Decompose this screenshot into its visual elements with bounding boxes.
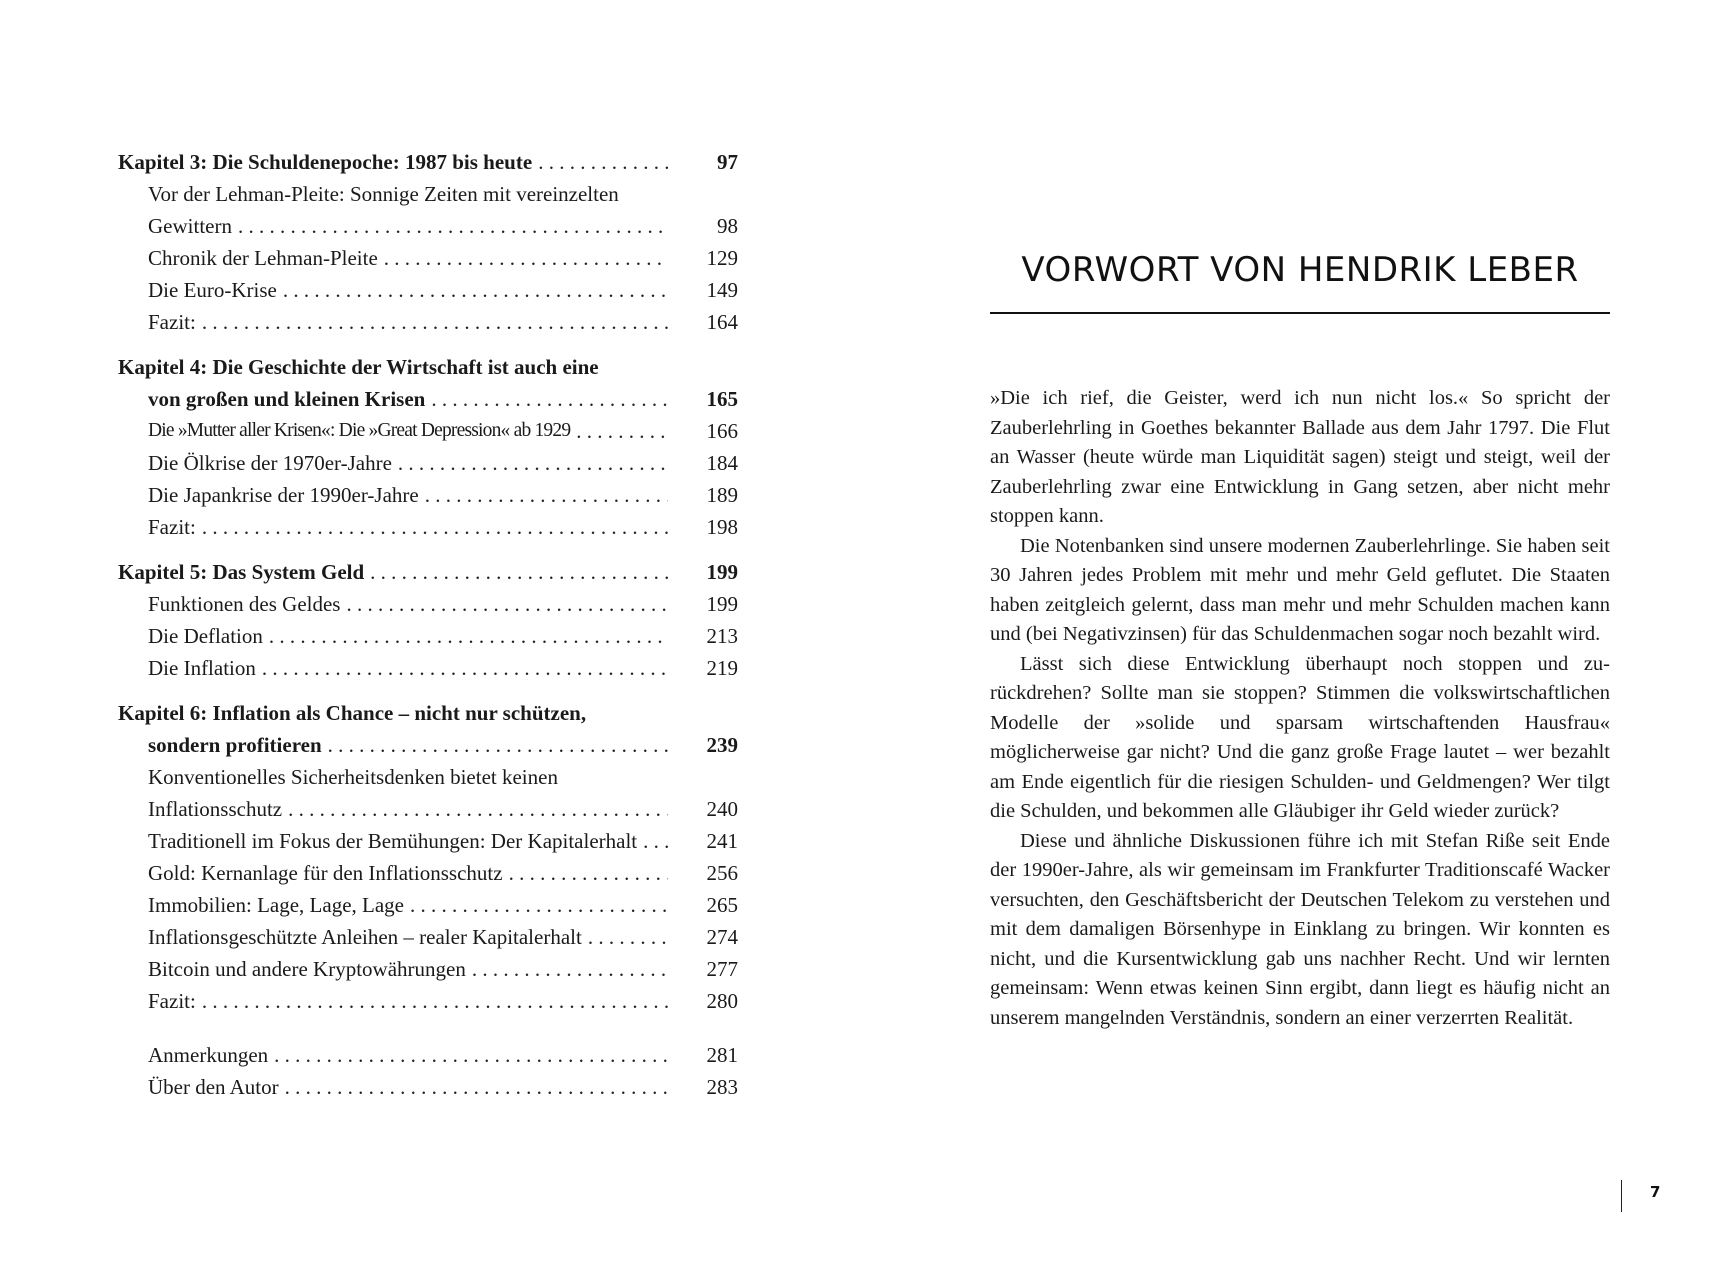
toc-page-number: 239 — [706, 733, 738, 757]
toc-page-number: 240 — [706, 797, 738, 821]
toc-page-number: 165 — [706, 387, 738, 411]
toc-entry — [118, 588, 738, 620]
toc-page-number: 241 — [706, 829, 738, 853]
toc-leader-dots — [509, 857, 668, 889]
toc-chapter-title: sondern profitieren — [148, 729, 328, 761]
toc-entry — [118, 652, 738, 684]
table-of-contents — [118, 146, 738, 1103]
toc-leader-dots — [538, 146, 668, 178]
toc-chapter-4 — [118, 351, 738, 543]
foreword-paragraph: Die Notenbanken sind unsere modernen Zauberlehrlinge. Sie haben seit 30 Jahren jedes Problem mit mehr und mehr Geld geflutet. Die Staaten haben zeitgleich gelernt, dass man mehr und mehr Schulden machen kann und (bei Negativzinsen) für das Schuldenmachen sogar noch bezahlt wird. — [990, 534, 1610, 645]
toc-entry — [118, 242, 738, 274]
toc-chapter-5 — [118, 556, 738, 684]
toc-page-number: 97 — [717, 150, 738, 174]
toc-page-number: 164 — [706, 310, 738, 334]
toc-page-number: 149 — [706, 278, 738, 302]
toc-page-number: 129 — [706, 246, 738, 270]
toc-page-number: 283 — [706, 1075, 738, 1099]
toc-leader-dots — [262, 652, 668, 684]
toc-entry-title: Fazit: — [148, 511, 202, 543]
toc-page-number: 213 — [706, 624, 738, 648]
toc-chapter-6 — [118, 697, 738, 1017]
toc-page-number: 277 — [706, 957, 738, 981]
toc-page-number: 281 — [706, 1043, 738, 1067]
toc-page-number: 265 — [706, 893, 738, 917]
toc-leader-dots — [328, 729, 668, 761]
toc-chapter-3 — [118, 146, 738, 338]
toc-page-number: 280 — [706, 989, 738, 1013]
toc-chapter-heading — [118, 383, 738, 415]
toc-leader-dots — [410, 889, 668, 921]
toc-entry-title: Bitcoin und andere Kryptowährungen — [148, 953, 472, 985]
toc-page-number: 199 — [706, 592, 738, 616]
toc-entry — [118, 274, 738, 306]
toc-entry-title: Die Deflation — [148, 620, 269, 652]
toc-entry-title: Fazit: — [148, 306, 202, 338]
toc-entry-title-line1: Konventionelles Sicherheitsdenken bietet keinen — [148, 765, 558, 789]
toc-page-number: 198 — [706, 515, 738, 539]
toc-chapter-title: Kapitel 3: Die Schuldenepoche: 1987 bis heute — [118, 146, 538, 178]
toc-page-number: 256 — [706, 861, 738, 885]
toc-entry — [118, 921, 738, 953]
toc-leader-dots — [370, 556, 668, 588]
toc-entry-title: Gewittern — [148, 210, 238, 242]
toc-chapter-title: Kapitel 5: Das System Geld — [118, 556, 370, 588]
toc-leader-dots — [285, 1071, 668, 1103]
foreword-heading: VORWORT VON HENDRIK LEBER — [1021, 250, 1579, 290]
toc-leader-dots — [283, 274, 668, 306]
toc-entry-title: Traditionell im Fokus der Bemühungen: Der Kapitalerhalt — [148, 825, 643, 857]
toc-entry-title: Die »Mutter aller Krisen«: Die »Great Depression« ab 1929 — [148, 415, 576, 447]
toc-chapter-title-line1: Kapitel 4: Die Geschichte der Wirtschaft ist auch eine — [118, 355, 599, 379]
heading-rule — [990, 312, 1610, 314]
toc-chapter-heading — [118, 556, 738, 588]
toc-entry-title: Anmerkungen — [148, 1039, 274, 1071]
toc-leader-dots — [274, 1039, 668, 1071]
toc-leader-dots — [588, 921, 668, 953]
toc-leader-dots — [202, 306, 668, 338]
toc-chapter-heading — [118, 729, 738, 761]
toc-entry — [118, 415, 738, 447]
toc-page-number: 98 — [717, 214, 738, 238]
toc-leader-dots — [425, 479, 668, 511]
toc-leader-dots — [346, 588, 668, 620]
page-number-rule — [1621, 1180, 1622, 1212]
toc-entry — [118, 985, 738, 1017]
toc-leader-dots — [288, 793, 668, 825]
toc-page-number: 274 — [706, 925, 738, 949]
toc-entry-title: Funktionen des Geldes — [148, 588, 346, 620]
foreword-paragraph: Diese und ähnliche Diskussionen führe ich mit Stefan Riße seit Ende der 1990er-Jahre, als wir gemeinsam im Frankfurter Traditionscafé Wacker versuchten, den Geschäftsbericht der Deutschen Telekom zu verstehen und mit dem damaligen Börsenhype in Einklang zu bringen. Wir konnten es nicht, und die Kursentwicklung gab uns nachher Recht. Und wir lernten gemeinsam: Wenn etwas keinen Sinn ergibt, dann liegt es häufig nicht an unserem mangelnden Verständnis, sondern an einer verzerrten Realität. — [990, 829, 1610, 1029]
toc-entry — [118, 306, 738, 338]
toc-chapter-title-line1: Kapitel 6: Inflation als Chance – nicht nur schützen, — [118, 701, 587, 725]
toc-entry-title: Die Inflation — [148, 652, 262, 684]
toc-entry — [118, 620, 738, 652]
toc-entry-title: Die Japankrise der 1990er-Jahre — [148, 479, 425, 511]
toc-page-number: 166 — [706, 419, 738, 443]
toc-page-number: 199 — [706, 560, 738, 584]
toc-leader-dots — [576, 415, 668, 447]
toc-entry — [118, 1039, 738, 1071]
toc-entry-title: Die Ölkrise der 1970er-Jahre — [148, 447, 398, 479]
toc-entry — [118, 857, 738, 889]
toc-entry-title: Immobilien: Lage, Lage, Lage — [148, 889, 410, 921]
toc-entry — [118, 953, 738, 985]
toc-entry — [118, 479, 738, 511]
toc-back-matter — [118, 1039, 738, 1103]
toc-leader-dots — [384, 242, 668, 274]
toc-entry-title-line1: Vor der Lehman-Pleite: Sonnige Zeiten mit vereinzelten — [148, 182, 619, 206]
toc-entry-title: Fazit: — [148, 985, 202, 1017]
toc-leader-dots — [472, 953, 668, 985]
toc-entry-title: Chronik der Lehman-Pleite — [148, 242, 384, 274]
foreword-paragraph: Lässt sich diese Entwicklung überhaupt noch stoppen und zurückdrehen? Sollte man sie stoppen? Stimmen die volkswirtschaftlichen Modelle der »solide und sparsam wirtschaftenden Hausfrau« möglicherweise gar nicht? Und die ganz große Frage lautet – wer bezahlt am Ende eigentlich für die riesigen Schulden- und Geldmengen? Wer tilgt die Schulden, und bekommen alle Gläubiger ihr Geld wieder zurück? — [990, 652, 1610, 822]
foreword-body — [990, 384, 1610, 1033]
toc-leader-dots — [269, 620, 668, 652]
toc-chapter-heading — [118, 146, 738, 178]
toc-entry — [118, 447, 738, 479]
toc-leader-dots — [202, 985, 668, 1017]
toc-chapter-title: von großen und kleinen Krisen — [148, 383, 431, 415]
toc-entry — [118, 793, 738, 825]
toc-page-number: 184 — [706, 451, 738, 475]
toc-entry-title: Inflationsgeschützte Anleihen – realer Kapitalerhalt — [148, 921, 588, 953]
toc-entry — [118, 210, 738, 242]
foreword-paragraph: »Die ich rief, die Geister, werd ich nun nicht los.« So spricht der Zauberlehrling in Goethes bekannter Ballade aus dem Jahr 1797. Die Flut an Wasser (heute würde man Liquidität sagen) steigt und steigt, weil der Zauberlehrling zwar eine Entwicklung in Gang setzen, aber nicht mehr stoppen kann. — [990, 387, 1610, 527]
toc-leader-dots — [202, 511, 668, 543]
page-number: 7 — [1650, 1183, 1661, 1201]
toc-entry — [118, 1071, 738, 1103]
toc-entry-title: Gold: Kernanlage für den Inflationsschutz — [148, 857, 509, 889]
toc-entry-title: Inflationsschutz — [148, 793, 288, 825]
toc-leader-dots — [238, 210, 668, 242]
toc-page-number: 189 — [706, 483, 738, 507]
toc-page-number: 219 — [706, 656, 738, 680]
toc-entry — [118, 825, 738, 857]
toc-entry — [118, 889, 738, 921]
toc-entry — [118, 511, 738, 543]
toc-leader-dots — [398, 447, 668, 479]
toc-leader-dots — [431, 383, 668, 415]
toc-entry-title: Über den Autor — [148, 1071, 285, 1103]
toc-leader-dots — [643, 825, 668, 857]
toc-entry-title: Die Euro-Krise — [148, 274, 283, 306]
